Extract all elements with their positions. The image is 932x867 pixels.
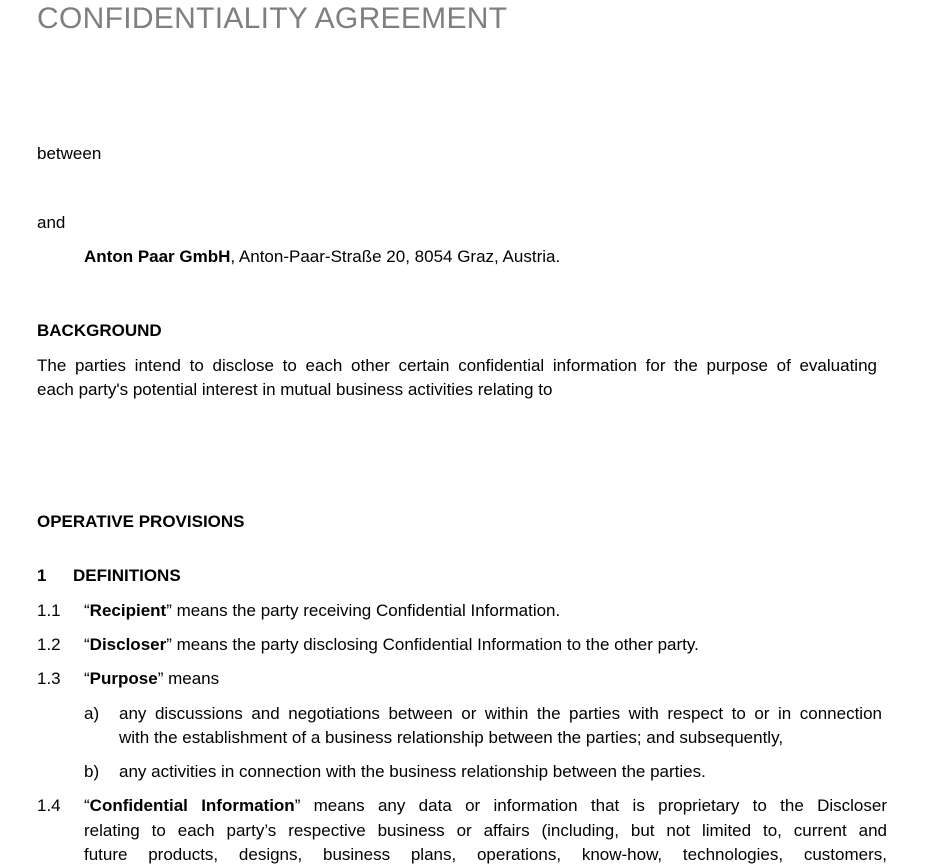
and-label: and: [37, 213, 66, 232]
clause-number: 1.3: [37, 669, 61, 688]
section-1-title: DEFINITIONS: [73, 566, 181, 585]
sub-clause-a-line-1: any discussions and negotiations between or within the parties with respect to or in connection: [119, 704, 882, 723]
open-quote: “: [84, 796, 90, 815]
background-heading: BACKGROUND: [37, 321, 162, 340]
definition-purpose: [84, 669, 219, 689]
definition-text: ” means any data or information that is proprietary to the Discloser: [294, 796, 887, 815]
operative-provisions-heading: OPERATIVE PROVISIONS: [37, 512, 245, 531]
definition-text: ” means: [157, 669, 220, 688]
document-title: CONFIDENTIALITY AGREEMENT: [37, 2, 508, 35]
definition-confidential-information-line-2: relating to each party’s respective business or affairs (including, but not limited to, current and: [84, 821, 887, 840]
background-line-1: The parties intend to disclose to each other certain confidential information for the purpose of evaluating: [37, 356, 877, 375]
defined-term: Discloser: [89, 635, 167, 654]
open-quote: “: [84, 635, 90, 654]
background-line-2: each party's potential interest in mutual business activities relating to: [37, 380, 553, 399]
definition-confidential-information-line-3: future products, designs, business plans, operations, know-how, technologies, customers,: [84, 845, 887, 864]
clause-number: 1.1: [37, 601, 61, 620]
defined-term: Purpose: [89, 669, 158, 688]
defined-term: Confidential Information: [89, 796, 295, 815]
definition-discloser: [84, 635, 699, 655]
open-quote: “: [84, 601, 90, 620]
party-name: Anton Paar GmbH: [84, 247, 231, 266]
sub-clause-label: a): [84, 704, 100, 723]
sub-clause-b-line-1: any activities in connection with the business relationship between the parties.: [119, 762, 706, 781]
clause-number: 1.4: [37, 796, 61, 815]
definition-recipient: [84, 601, 560, 621]
section-1-number: 1: [37, 566, 47, 585]
sub-clause-label: b): [84, 762, 100, 781]
party-address: , Anton-Paar-Straße 20, 8054 Graz, Austria.: [230, 247, 561, 266]
party-anton-paar: [84, 247, 560, 267]
defined-term: Recipient: [89, 601, 167, 620]
sub-clause-a-line-2: with the establishment of a business relationship between the parties; and subsequently,: [119, 728, 784, 747]
definition-confidential-information-line-1: [84, 796, 887, 816]
definition-text: ” means the party disclosing Confidential Information to the other party.: [166, 635, 699, 654]
open-quote: “: [84, 669, 90, 688]
clause-number: 1.2: [37, 635, 61, 654]
between-label: between: [37, 144, 102, 163]
definition-text: ” means the party receiving Confidential Information.: [166, 601, 561, 620]
